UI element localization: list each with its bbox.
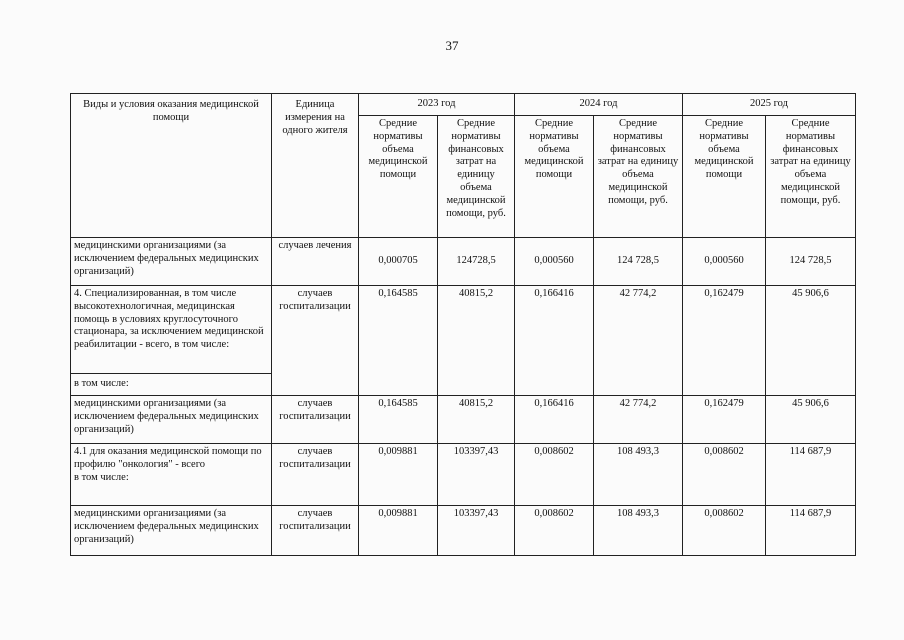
value-cost-2023: 40815,2 <box>438 286 515 396</box>
header-care-type: Виды и условия оказания медицинской помощи <box>71 94 272 238</box>
header-volume-2025: Средние нормативы объема медицинской помощи <box>683 116 766 238</box>
table-row <box>71 238 856 286</box>
value-cost-2023: 103397,43 <box>438 444 515 506</box>
header-unit: Единица измерения на одного жителя <box>272 94 359 238</box>
value-volume-2024: 0,166416 <box>515 286 594 396</box>
value-volume-2023: 0,009881 <box>359 444 438 506</box>
row-name: 4.1 для оказания медицинской помощи по профилю "онкология" - всего <box>74 446 262 470</box>
table-row <box>71 444 856 506</box>
row-subheading: в том числе: <box>74 471 129 483</box>
row-name: медицинскими организациями (за исключением федеральных медицинских организаций) <box>71 396 272 444</box>
row-name: медицинскими организациями (за исключением федеральных медицинских организаций) <box>71 506 272 556</box>
value-cost-2025: 114 687,9 <box>766 506 856 556</box>
header-cost-2023: Средние нормативы финансовых затрат на единицу объема медицинской помощи, руб. <box>438 116 515 238</box>
value-cost-2024: 108 493,3 <box>594 506 683 556</box>
row-name: медицинскими организациями (за исключением федеральных медицинских организаций) <box>71 238 272 286</box>
value-cost-2023: 40815,2 <box>438 396 515 444</box>
value-volume-2023: 0,164585 <box>359 396 438 444</box>
page-number: 37 <box>445 38 459 53</box>
value-volume-2024: 0,008602 <box>515 444 594 506</box>
row-unit: случаев госпитализации <box>272 396 359 444</box>
value-cost-2023: 124728,5 <box>438 238 515 286</box>
value-volume-2024: 0,000560 <box>515 238 594 286</box>
header-volume-2023: Средние нормативы объема медицинской помощи <box>359 116 438 238</box>
value-cost-2024: 42 774,2 <box>594 286 683 396</box>
row-unit: случаев госпитализации <box>272 506 359 556</box>
row-name-cell <box>71 444 272 506</box>
row-name: в том числе: <box>71 374 272 396</box>
header-cost-2025: Средние нормативы финансовых затрат на единицу объема медицинской помощи, руб. <box>766 116 856 238</box>
table-row <box>71 396 856 444</box>
value-cost-2024: 124 728,5 <box>594 238 683 286</box>
value-volume-2025: 0,162479 <box>683 396 766 444</box>
value-volume-2023: 0,000705 <box>359 238 438 286</box>
value-cost-2024: 42 774,2 <box>594 396 683 444</box>
medical-care-norms-table <box>70 93 856 556</box>
value-cost-2025: 114 687,9 <box>766 444 856 506</box>
header-year-2025: 2025 год <box>683 94 856 116</box>
value-cost-2024: 108 493,3 <box>594 444 683 506</box>
row-unit: случаев госпитализации <box>272 444 359 506</box>
value-volume-2024: 0,008602 <box>515 506 594 556</box>
value-volume-2025: 0,008602 <box>683 506 766 556</box>
value-cost-2025: 45 906,6 <box>766 396 856 444</box>
header-volume-2024: Средние нормативы объема медицинской помощи <box>515 116 594 238</box>
value-volume-2024: 0,166416 <box>515 396 594 444</box>
value-cost-2025: 124 728,5 <box>766 238 856 286</box>
value-cost-2025: 45 906,6 <box>766 286 856 396</box>
header-cost-2024: Средние нормативы финансовых затрат на единицу объема медицинской помощи, руб. <box>594 116 683 238</box>
value-volume-2023: 0,164585 <box>359 286 438 396</box>
value-volume-2025: 0,000560 <box>683 238 766 286</box>
row-unit: случаев госпитализации <box>272 286 359 396</box>
row-name: 4. Специализированная, в том числе высокотехнологичная, медицинская помощь в условиях круглосуточного стационара, за исключением медицинской реабилитации - всего, в том числе: <box>71 286 272 374</box>
header-year-2023: 2023 год <box>359 94 515 116</box>
header-year-2024: 2024 год <box>515 94 683 116</box>
table-row <box>71 506 856 556</box>
value-volume-2023: 0,009881 <box>359 506 438 556</box>
value-volume-2025: 0,008602 <box>683 444 766 506</box>
row-unit: случаев лечения <box>272 238 359 286</box>
value-cost-2023: 103397,43 <box>438 506 515 556</box>
value-volume-2025: 0,162479 <box>683 286 766 396</box>
table-row <box>71 286 856 374</box>
